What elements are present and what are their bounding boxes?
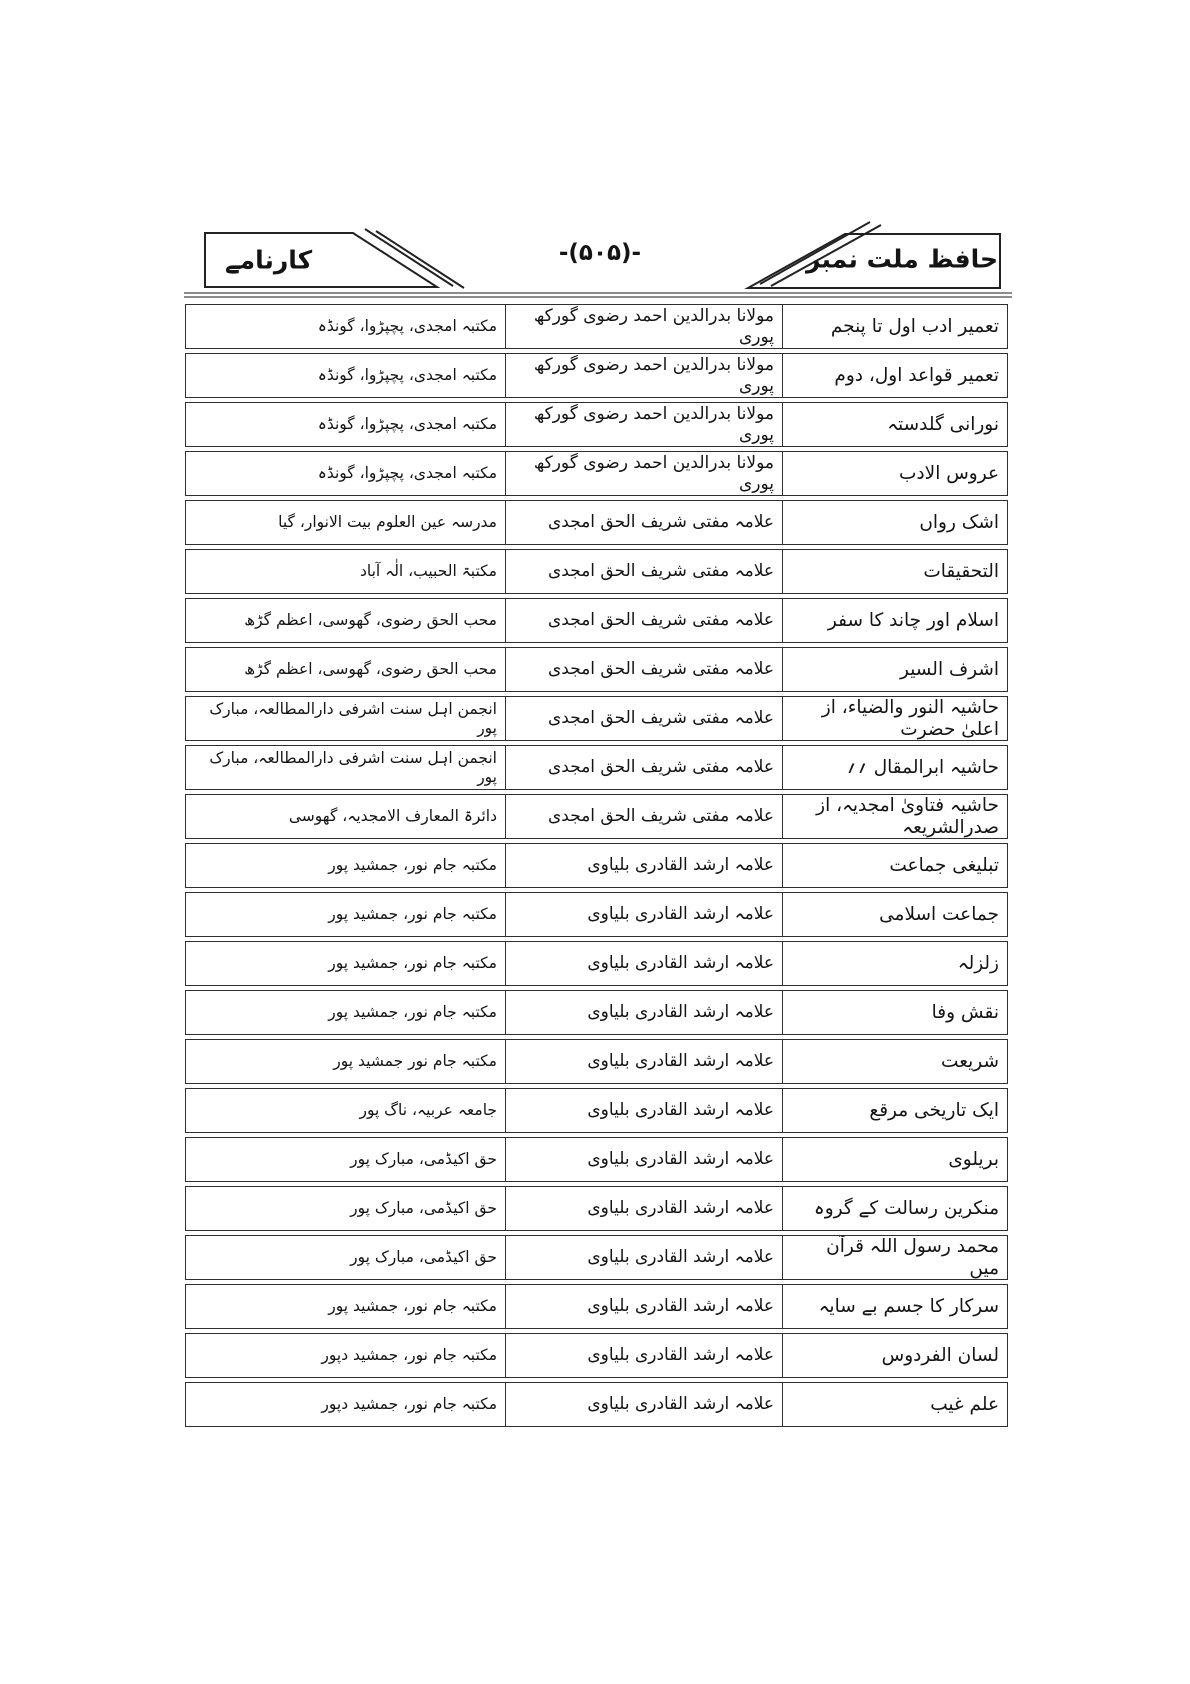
table-row xyxy=(185,990,1008,1035)
book-title-cell xyxy=(782,893,1007,936)
table-row xyxy=(185,598,1008,643)
table-row xyxy=(185,941,1008,986)
publisher-cell xyxy=(186,942,505,985)
publisher-cell xyxy=(186,599,505,642)
publisher-cell xyxy=(186,1334,505,1377)
publisher-cell xyxy=(186,746,505,789)
book-title-cell-text: تبلیغی جماعت xyxy=(889,854,999,876)
book-title-cell xyxy=(782,942,1007,985)
author-cell-text: علامہ مفتی شریف الحق امجدی xyxy=(547,757,774,778)
table-row xyxy=(185,892,1008,937)
author-cell xyxy=(505,1138,782,1181)
author-cell-text: علامہ مفتی شریف الحق امجدی xyxy=(547,708,774,729)
publisher-cell xyxy=(186,452,505,495)
table-row xyxy=(185,1235,1008,1280)
author-cell xyxy=(505,501,782,544)
double-rule xyxy=(184,292,1012,298)
publisher-cell-text: مکتبہ جام نور، جمشید پور xyxy=(328,856,497,875)
author-cell xyxy=(505,844,782,887)
publisher-cell-text: مکتبہ امجدی، پچپڑوا، گونڈہ xyxy=(317,464,497,483)
book-title-cell xyxy=(782,1334,1007,1377)
book-title-cell xyxy=(782,746,1007,789)
publisher-cell-text: جامعہ عربیہ، ناگ پور xyxy=(359,1101,497,1120)
book-title-cell-text: حاشیہ ابرالمقال ؍؍ xyxy=(846,756,999,778)
author-cell-text: علامہ ارشد القادری بلیاوی xyxy=(587,904,774,925)
table-row xyxy=(185,500,1008,545)
publisher-cell xyxy=(186,795,505,838)
publisher-cell-text: حق اکیڈمی، مبارک پور xyxy=(350,1199,497,1218)
author-cell-text: مولانا بدرالدین احمد رضوی گورکھ پوری xyxy=(533,306,774,347)
author-cell-text: علامہ مفتی شریف الحق امجدی xyxy=(547,806,774,827)
book-title-cell-text: عروس الادب xyxy=(899,462,999,484)
table-row xyxy=(185,647,1008,692)
book-title-cell-text: لسان الفردوس xyxy=(881,1344,999,1366)
book-title-cell xyxy=(782,1285,1007,1328)
publisher-cell-text: مکتبہ جام نور، جمشید دپور xyxy=(321,1395,497,1414)
author-cell xyxy=(505,1040,782,1083)
publisher-cell xyxy=(186,1285,505,1328)
author-cell xyxy=(505,746,782,789)
book-title-cell-text: ایک تاریخی مرقع xyxy=(869,1099,999,1121)
publisher-cell xyxy=(186,1383,505,1426)
author-cell xyxy=(505,599,782,642)
publisher-cell xyxy=(186,1040,505,1083)
publisher-cell xyxy=(186,501,505,544)
table-row xyxy=(185,843,1008,888)
book-title-cell-text: اشرف السیر xyxy=(900,658,999,680)
publisher-cell xyxy=(186,1138,505,1181)
publisher-cell xyxy=(186,648,505,691)
author-cell xyxy=(505,550,782,593)
book-title-cell-text: التحقیقات xyxy=(923,560,999,582)
author-cell-text: علامہ ارشد القادری بلیاوی xyxy=(587,1051,774,1072)
book-title-cell xyxy=(782,501,1007,544)
author-cell-text: علامہ ارشد القادری بلیاوی xyxy=(587,1247,774,1268)
publisher-cell xyxy=(186,1236,505,1279)
publisher-cell-text: مکتبہ امجدی، پچپڑوا، گونڈہ xyxy=(317,366,497,385)
publisher-cell-text: محب الحق رضوی، گھوسی، اعظم گڑھ xyxy=(244,660,497,679)
table-row xyxy=(185,794,1008,839)
author-cell xyxy=(505,403,782,446)
book-title-cell xyxy=(782,354,1007,397)
book-title-cell-text: تعمیر قواعد اول، دوم xyxy=(834,364,999,386)
author-cell-text: علامہ ارشد القادری بلیاوی xyxy=(587,1345,774,1366)
book-title-cell xyxy=(782,795,1007,838)
publisher-cell-text: مکتبہ جام نور، جمشید پور xyxy=(328,1297,497,1316)
table-row xyxy=(185,1186,1008,1231)
book-title-cell-text: جماعت اسلامی xyxy=(879,903,999,925)
publisher-cell-text: مکتبہ جام نور، جمشید پور xyxy=(328,1003,497,1022)
author-cell xyxy=(505,991,782,1034)
author-cell-text: علامہ مفتی شریف الحق امجدی xyxy=(547,659,774,680)
publisher-cell-text: مکتبۃ الحبیب، الٰہ آباد xyxy=(359,562,497,581)
author-cell-text: علامہ ارشد القادری بلیاوی xyxy=(587,855,774,876)
book-title-cell xyxy=(782,305,1007,348)
author-cell xyxy=(505,1187,782,1230)
header-right-title: حافظ ملت نمبر xyxy=(805,244,998,274)
author-cell xyxy=(505,697,782,740)
table-row xyxy=(185,1284,1008,1329)
book-title-cell xyxy=(782,697,1007,740)
author-cell xyxy=(505,354,782,397)
book-title-cell-text: بریلوی xyxy=(948,1148,999,1170)
book-title-cell-text: شریعت xyxy=(941,1050,999,1072)
publisher-cell-text: مدرسہ عین العلوم بیت الانوار، گیا xyxy=(278,513,497,532)
book-title-cell-text: سرکار کا جسم بے سایہ xyxy=(818,1295,999,1317)
author-cell-text: مولانا بدرالدین احمد رضوی گورکھ پوری xyxy=(533,404,774,445)
publisher-cell-text: حق اکیڈمی، مبارک پور xyxy=(350,1150,497,1169)
book-title-cell xyxy=(782,452,1007,495)
author-cell xyxy=(505,1236,782,1279)
table-row xyxy=(185,304,1008,349)
publisher-cell xyxy=(186,1089,505,1132)
books-table xyxy=(185,304,1008,1431)
author-cell xyxy=(505,305,782,348)
author-cell xyxy=(505,1089,782,1132)
publisher-cell xyxy=(186,354,505,397)
publisher-cell-text: مکتبہ امجدی، پچپڑوا، گونڈہ xyxy=(317,317,497,336)
book-title-cell xyxy=(782,1187,1007,1230)
author-cell-text: علامہ مفتی شریف الحق امجدی xyxy=(547,561,774,582)
publisher-cell xyxy=(186,1187,505,1230)
book-title-cell-text: نورانی گلدستہ xyxy=(887,413,999,435)
publisher-cell xyxy=(186,550,505,593)
page-number: -(۵۰۵)- xyxy=(558,240,642,266)
table-row xyxy=(185,696,1008,741)
author-cell-text: مولانا بدرالدین احمد رضوی گورکھ پوری xyxy=(533,355,774,396)
publisher-cell-text: مکتبہ جام نور جمشید پور xyxy=(333,1052,497,1071)
author-cell-text: علامہ ارشد القادری بلیاوی xyxy=(587,953,774,974)
header-right-box xyxy=(700,228,1008,290)
author-cell-text: علامہ ارشد القادری بلیاوی xyxy=(587,1149,774,1170)
header-left-box xyxy=(203,231,453,289)
author-cell-text: علامہ ارشد القادری بلیاوی xyxy=(587,1198,774,1219)
book-title-cell xyxy=(782,1383,1007,1426)
book-title-cell xyxy=(782,648,1007,691)
publisher-cell-text: مکتبہ جام نور، جمشید دپور xyxy=(321,1346,497,1365)
author-cell xyxy=(505,893,782,936)
author-cell xyxy=(505,795,782,838)
publisher-cell xyxy=(186,991,505,1034)
book-title-cell xyxy=(782,403,1007,446)
book-title-cell-text: محمد رسول اللہ قرآن میں xyxy=(826,1236,999,1279)
author-cell-text: علامہ ارشد القادری بلیاوی xyxy=(587,1002,774,1023)
book-title-cell xyxy=(782,991,1007,1034)
publisher-cell xyxy=(186,305,505,348)
author-cell-text: مولانا بدرالدین احمد رضوی گورکھ پوری xyxy=(533,453,774,494)
table-row xyxy=(185,1333,1008,1378)
author-cell-text: علامہ ارشد القادری بلیاوی xyxy=(587,1394,774,1415)
book-title-cell xyxy=(782,1138,1007,1181)
publisher-cell xyxy=(186,844,505,887)
table-row xyxy=(185,1088,1008,1133)
book-title-cell-text: حاشیہ النور والضیاء، از اعلیٰ حضرت xyxy=(821,697,999,740)
book-title-cell-text: علم غیب xyxy=(930,1393,999,1415)
publisher-cell-text: انجمن اہل سنت اشرفی دارالمطالعہ، مبارک پور xyxy=(209,749,497,786)
publisher-cell xyxy=(186,403,505,446)
book-title-cell-text: حاشیہ فتاویٰ امجدیہ، از صدرالشریعہ xyxy=(816,795,999,838)
author-cell xyxy=(505,648,782,691)
publisher-cell-text: دائرۃ المعارف الامجدیہ، گھوسی xyxy=(288,807,497,826)
book-title-cell xyxy=(782,1040,1007,1083)
table-row xyxy=(185,1039,1008,1084)
book-title-cell xyxy=(782,844,1007,887)
publisher-cell-text: انجمن اہل سنت اشرفی دارالمطالعہ، مبارک پور xyxy=(209,700,497,737)
author-cell xyxy=(505,1383,782,1426)
book-title-cell xyxy=(782,599,1007,642)
book-title-cell xyxy=(782,1089,1007,1132)
book-title-cell-text: منکرین رسالت کے گروہ xyxy=(813,1197,999,1219)
table-row xyxy=(185,451,1008,496)
author-cell xyxy=(505,1334,782,1377)
author-cell-text: علامہ مفتی شریف الحق امجدی xyxy=(547,512,774,533)
author-cell-text: علامہ مفتی شریف الحق امجدی xyxy=(547,610,774,631)
author-cell xyxy=(505,452,782,495)
book-title-cell-text: نقش وفا xyxy=(931,1001,999,1023)
table-row xyxy=(185,353,1008,398)
publisher-cell-text: مکتبہ جام نور، جمشید پور xyxy=(328,954,497,973)
author-cell-text: علامہ ارشد القادری بلیاوی xyxy=(587,1296,774,1317)
book-title-cell-text: اسلام اور چاند کا سفر xyxy=(827,609,999,631)
table-row xyxy=(185,745,1008,790)
table-row xyxy=(185,1382,1008,1427)
author-cell xyxy=(505,942,782,985)
publisher-cell-text: حق اکیڈمی، مبارک پور xyxy=(350,1248,497,1267)
book-title-cell-text: اشک رواں xyxy=(919,511,999,533)
table-row xyxy=(185,1137,1008,1182)
book-title-cell xyxy=(782,1236,1007,1279)
author-cell xyxy=(505,1285,782,1328)
author-cell-text: علامہ ارشد القادری بلیاوی xyxy=(587,1100,774,1121)
header-left-title: کارنامے xyxy=(225,245,313,275)
publisher-cell-text: مکتبہ امجدی، پچپڑوا، گونڈہ xyxy=(317,415,497,434)
table-row xyxy=(185,402,1008,447)
publisher-cell-text: مکتبہ جام نور، جمشید پور xyxy=(328,905,497,924)
book-title-cell-text: زلزلہ xyxy=(957,952,999,974)
table-row xyxy=(185,549,1008,594)
publisher-cell-text: محب الحق رضوی، گھوسی، اعظم گڑھ xyxy=(244,611,497,630)
book-title-cell xyxy=(782,550,1007,593)
publisher-cell xyxy=(186,893,505,936)
publisher-cell xyxy=(186,697,505,740)
book-title-cell-text: تعمیر ادب اول تا پنجم xyxy=(830,315,999,337)
